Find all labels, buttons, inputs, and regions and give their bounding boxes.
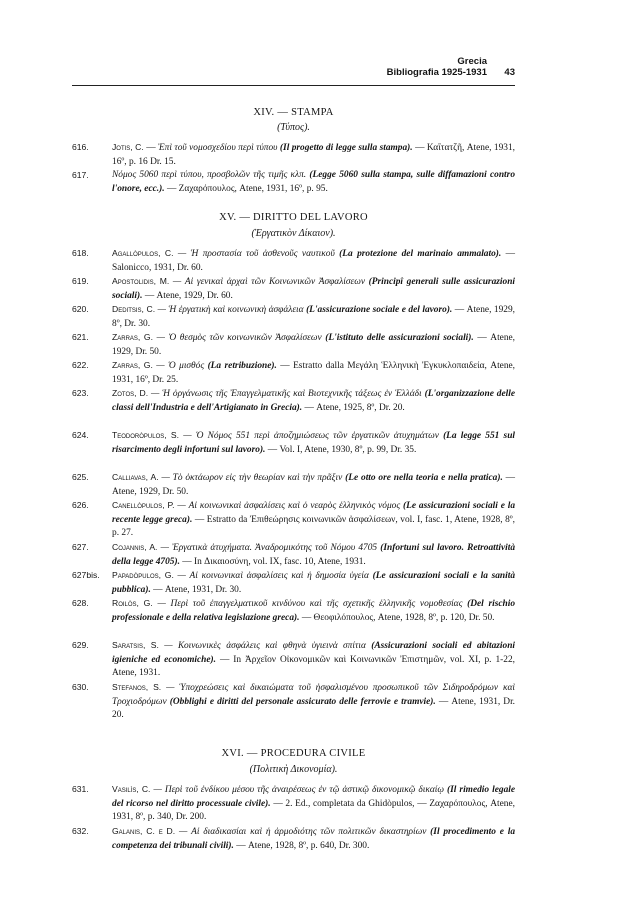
entry-625 bbox=[72, 471, 515, 499]
entry-publication: — Atene, 1929, Dr. 60. bbox=[144, 290, 233, 301]
entry-author: Deditsis, C. bbox=[112, 304, 156, 314]
entry-greek-title: — Αἱ διαδικασίαι καὶ ἡ ἁρμοδιότης τῶν πολιτικῶν δικαστηρίων bbox=[178, 827, 427, 837]
entry-627 bbox=[72, 541, 515, 569]
entry-publication: — Vol. I, Atene, 1930, 8º, p. 99, Dr. 35. bbox=[267, 444, 417, 455]
entry-greek-title: Ἐπὶ τοῦ νομοσχεδίου περὶ τύπου bbox=[158, 143, 278, 153]
entry-617 bbox=[72, 169, 515, 196]
running-head-subtitle: Bibliografia 1925-1931 bbox=[386, 67, 487, 78]
entry-number: 618. bbox=[72, 248, 89, 258]
entry-number: 622. bbox=[72, 360, 89, 370]
entry-publication: — Καΐτατζῆ, Atene, 1931, 16º, p. 16 Dr. 15. bbox=[112, 143, 515, 167]
entry-622 bbox=[72, 359, 515, 387]
entry-italian-title: (L'organizzazione delle classi dell'Industria e dell'Artigianato in Grecia). bbox=[112, 389, 516, 413]
entry-publication: — Atene, 1931, Dr. 30. bbox=[153, 584, 242, 595]
entry-number: 625. bbox=[72, 472, 89, 482]
entry-number: 616. bbox=[72, 142, 89, 152]
entry-italian-title: (L'assicurazione sociale e del lavoro). bbox=[306, 305, 453, 315]
entry-627bis bbox=[72, 569, 515, 597]
entry-greek-title: — Περὶ τοῦ ἐπαγγελματικοῦ κινδύνου καὶ τῆς σχετικῆς ἑλληνικῆς νομοθεσίας bbox=[157, 599, 463, 609]
entry-620 bbox=[72, 303, 515, 331]
entry-greek-title: — Ἐργατικὰ ἀτυχήματα. Ἀναδρομικότης τοῦ Νόμου 4705 bbox=[160, 543, 378, 553]
entry-author: Zotos, D. bbox=[112, 388, 149, 398]
entry-publication: — Ζαχαρόπουλος, Atene, 1931, 16º, p. 95. bbox=[166, 183, 328, 194]
section-subtitle-stampa: (Τύπος). bbox=[277, 122, 310, 133]
section-title-stampa: XIV. — STAMPA bbox=[253, 107, 334, 118]
entry-greek-title: — Ἡ ἐργατικὴ καὶ κοινωνικὴ ἀσφάλεια bbox=[157, 305, 304, 315]
entry-greek-title: — Αἱ κοινωνικαὶ ἀσφαλίσεις καὶ ἡ δημοσία ὑγεία bbox=[177, 571, 369, 581]
entry-number: 632. bbox=[72, 826, 89, 836]
entry-publication: — Atene, 1929, Dr. 50. bbox=[112, 333, 516, 357]
entry-publication: — Θεοφιλόπουλος, Atene, 1928, 8º, p. 120, Dr. 50. bbox=[301, 612, 495, 623]
entry-number: 630. bbox=[72, 682, 89, 692]
section-title-procedura-civile: XVI. — PROCEDURA CIVILE bbox=[221, 748, 366, 759]
entry-publication: — Estratto dalla Μεγάλη Ἑλληνικὴ Ἐγκυκλοπαιδεία, Atene, 1931, 16º, Dr. 25. bbox=[112, 361, 516, 385]
entry-greek-title: — Περὶ τοῦ ἐνδίκου μέσου τῆς ἀναιρέσεως ἐν τῷ ἀστικῷ δικονομικῷ δικαίῳ bbox=[153, 785, 445, 795]
entry-631 bbox=[72, 783, 515, 825]
entry-number: 627. bbox=[72, 542, 89, 552]
entry-italian-title: (La legge 551 sul risarcimento degli infortuni sul lavoro). bbox=[112, 431, 516, 455]
entry-greek-title: — Αἱ γενικαὶ ἀρχαὶ τῶν Κοινωνικῶν Ἀσφαλίσεων bbox=[172, 277, 365, 287]
entry-number: 629. bbox=[72, 640, 89, 650]
entry-number: 627bis. bbox=[72, 570, 100, 580]
entry-author: Agallòpulos, C. bbox=[112, 248, 174, 258]
entry-italian-title: (Le assicurazioni sociali e la sanità pubblica). bbox=[112, 571, 516, 595]
entry-number: 631. bbox=[72, 784, 89, 794]
entry-greek-title: Νόμος 5060 περὶ τύπου, προσβολῶν τῆς τιμῆς κλπ. bbox=[112, 170, 307, 180]
entry-626 bbox=[72, 499, 515, 541]
entry-616: 616. Jotis, C. — Ἐπὶ τοῦ νομοσχεδίου περὶ τύπου (Il progetto di legge sulla stampa). — Καΐτατζῆ, Atene, 1931, 16º, p. 16 Dr. 15. bbox=[72, 142, 515, 167]
entry-publication: — Estratto da Ἐπιθεώρησις κοινωνικῶν ἀσφαλίσεων, vol. I, fasc. 1, Atene, 1928, 8º, p. 27. bbox=[112, 514, 516, 539]
entry-author: Galanis, C. e D. bbox=[112, 826, 176, 836]
entry-author: Papadòpulos, G. bbox=[112, 570, 174, 580]
running-head-country: Grecia bbox=[457, 56, 487, 67]
entry-author: Canellòpulos, P. bbox=[112, 500, 175, 510]
entry-italian-title: (Principî generali sulle assicurazioni sociali). bbox=[112, 277, 516, 301]
entry-italian-title: (Obblighi e diritti del personale assicurato delle ferrovie e tramvie). bbox=[169, 696, 436, 707]
entry-italian-title: (Legge 5060 sulla stampa, sulle diffamazioni contro l'onore, ecc.). bbox=[112, 170, 516, 194]
entry-632 bbox=[72, 825, 515, 853]
entry-number: 621. bbox=[72, 332, 89, 342]
entry-number: 623. bbox=[72, 388, 89, 398]
entry-italian-title: (Le assicurazioni sociali e la recente legge greca). bbox=[112, 501, 516, 525]
entry-629 bbox=[72, 639, 515, 681]
entry-publication: — Salonicco, 1931, Dr. 60. bbox=[112, 249, 516, 273]
entry-italian-title: (La retribuzione). bbox=[207, 361, 277, 371]
entry-author: Calliavas, A. bbox=[112, 472, 159, 482]
entry-author: Teodoròpulos, S. bbox=[112, 430, 180, 440]
entry-publication: — Atene, 1931, Dr. 20. bbox=[112, 696, 516, 721]
entry-greek-title: — Ἡ ὀργάνωσις τῆς Ἐπαγγελματικῆς καὶ Βιοτεχνικῆς τάξεως ἐν Ἑλλάδι bbox=[151, 389, 422, 399]
entry-author: Stefanos, S. bbox=[112, 682, 162, 692]
entry-italian-title: (La protezione del marinaio ammalato). bbox=[339, 249, 502, 259]
entry-624 bbox=[72, 429, 515, 457]
entry-italian-title: (Le otto ore nella teoria e nella pratica). bbox=[345, 473, 503, 483]
entry-italian-title: (Assicurazioni sociali ed abitazioni igieniche ed economiche). bbox=[112, 641, 516, 665]
section-subtitle-diritto-lavoro: (Ἐργατικὸν Δίκαιον). bbox=[251, 228, 336, 239]
page-number: 43 bbox=[504, 67, 515, 78]
entry-number: 619. bbox=[72, 276, 89, 286]
entry-greek-title: — Ὁ μισθός bbox=[156, 361, 205, 371]
entry-italian-title: (Del rischio professionale e della relativa legislazione greca). bbox=[112, 599, 516, 623]
entry-greek-title: — Κοινωνικὲς ἀσφάλεις καὶ φθηνὰ ὑγιεινὰ σπίτια bbox=[164, 641, 366, 651]
entry-greek-title: — Ὁ Νόμος 551 περὶ ἀποζημιώσεως τῶν ἐργατικῶν ἀτυχημάτων bbox=[183, 431, 439, 441]
entry-number: 624. bbox=[72, 430, 89, 440]
entry-author: Cojannis, A. bbox=[112, 542, 158, 552]
entry-number: 617. bbox=[72, 170, 89, 180]
entry-greek-title: — Ὁ θεσμὸς τῶν κοινωνικῶν Ἀσφαλίσεων bbox=[156, 333, 322, 343]
entry-greek-title: — Ἡ προστασία τοῦ ἀσθενοῦς ναυτικοῦ bbox=[177, 249, 335, 259]
entry-author: Saratsis, S. bbox=[112, 640, 159, 650]
entry-publication: — Atene, 1928, 8º, p. 640, Dr. 300. bbox=[236, 840, 370, 851]
entry-italian-title: (L'istituto delle assicurazioni sociali). bbox=[325, 333, 474, 343]
section-subtitle-procedura-civile: (Πολιτικὴ Δικονομία). bbox=[249, 764, 338, 775]
entry-greek-title: — Αἱ κοινωνικαὶ ἀσφαλίσεις καὶ ὁ νεαρὸς ἑλληνικὸς νόμος bbox=[177, 501, 401, 511]
entry-author: Roilòs, G. bbox=[112, 598, 153, 608]
entry-publication: — 2. Ed., completata da Ghidòpulos, — Ζαχαρόπουλος, Atene, 1931, 8º, p. 340, Dr. 200. bbox=[112, 798, 515, 823]
entry-618 bbox=[72, 247, 515, 275]
header-rule bbox=[72, 85, 515, 86]
entry-italian-title: (Infortuni sul lavoro. Retroattività della legge 4705). bbox=[112, 543, 516, 567]
entry-619 bbox=[72, 275, 515, 303]
running-head bbox=[300, 56, 515, 78]
entry-publication: — In Ἀρχεῖον Οἰκονομικῶν καὶ Κοινωνικῶν Ἐπιστημῶν, vol. XI, p. 1-22, Atene, 1931. bbox=[112, 654, 515, 679]
entry-publication: — Atene, 1925, 8º, Dr. 20. bbox=[304, 402, 405, 413]
entry-publication: — Atene, 1929, Dr. 50. bbox=[112, 473, 516, 497]
entry-italian-title: (Il rimedio legale del ricorso nel diritto processuale civile). bbox=[112, 785, 516, 809]
entry-number: 628. bbox=[72, 598, 89, 608]
entry-italian-title: (Il progetto di legge sulla stampa). bbox=[279, 143, 413, 153]
entry-author: Jotis, C. bbox=[112, 142, 144, 152]
entry-author: Apostolidis, M. bbox=[112, 276, 170, 286]
entry-621 bbox=[72, 331, 515, 359]
entry-italian-title: (Il procedimento e la competenza dei tribunali civili). bbox=[112, 827, 516, 851]
entry-greek-title: — Τὸ ὀκτάωρον εἰς τὴν θεωρίαν καὶ τὴν πρᾶξιν bbox=[161, 473, 343, 483]
section-title-diritto-lavoro: XV. — DIRITTO DEL LAVORO bbox=[219, 212, 368, 223]
entry-author: Zarras, G. bbox=[112, 360, 153, 370]
entry-author: Zarras, G. bbox=[112, 332, 154, 342]
entry-author: Vasilìs, C. bbox=[112, 784, 151, 794]
entry-number: 620. bbox=[72, 304, 89, 314]
entry-623 bbox=[72, 387, 515, 415]
entry-publication: — Atene, 1929, 8º, Dr. 30. bbox=[112, 305, 516, 329]
entry-630 bbox=[72, 681, 515, 723]
entry-number: 626. bbox=[72, 500, 89, 510]
entry-greek-title: — Ὑποχρεώσεις καὶ δικαιώματα τοῦ ἠσφαλισμένου προσωπικοῦ τῶν Σιδηροδρόμων καὶ Τροχιοδρόμων bbox=[112, 683, 515, 707]
entry-publication: — In Δικαιοσύνη, vol. IX, fasc. 10, Atene, 1931. bbox=[182, 556, 366, 567]
entry-628 bbox=[72, 597, 515, 625]
